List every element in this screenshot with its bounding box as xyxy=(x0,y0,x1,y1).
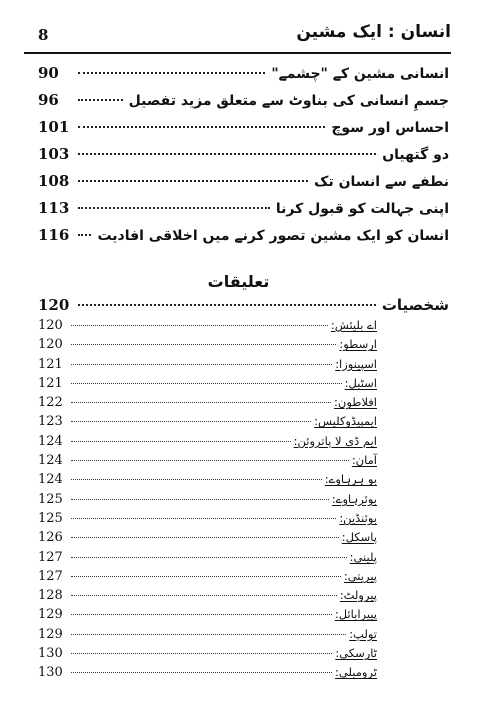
dot-leader xyxy=(71,325,328,326)
entry-row xyxy=(38,395,377,414)
toc-entry-title: اسٹبل: xyxy=(344,375,377,390)
entry-row xyxy=(38,569,377,588)
toc-page-number: 127 xyxy=(38,568,63,584)
toc-entry-title: اسپینوزا: xyxy=(335,356,377,371)
toc-page-number: 122 xyxy=(38,395,63,411)
toc-entry-title: انسان کو ایک مشین تصور کرنے میں اخلاقی افادیت xyxy=(97,228,449,244)
toc-page-number: 120 xyxy=(38,318,63,333)
toc-page-number: 125 xyxy=(38,491,63,507)
toc-page-number: 103 xyxy=(38,145,70,163)
toc-entry-title: اے بلیئش: xyxy=(330,318,377,332)
toc-page-number: 121 xyxy=(38,356,63,372)
entry-row xyxy=(38,434,377,453)
dot-leader xyxy=(71,634,346,635)
toc-page-number: 126 xyxy=(38,530,63,546)
section-heading: تعلیقات xyxy=(207,272,270,291)
dot-leader xyxy=(78,153,376,155)
toc-page-number: 123 xyxy=(38,414,63,430)
toc-entry-title: پیرولٹ: xyxy=(339,588,377,603)
toc-entry-title: ٹارسکی: xyxy=(335,646,377,661)
toc-page-number: 113 xyxy=(38,199,70,217)
toc-page-number: 120 xyxy=(38,337,63,353)
toc-page-number: 130 xyxy=(38,665,63,681)
entry-row xyxy=(38,376,377,395)
toc-entry-title: بو ہرہاوے: xyxy=(324,472,377,487)
dot-leader xyxy=(71,653,332,654)
toc-page-number: 121 xyxy=(38,375,63,391)
toc-page-number: 125 xyxy=(38,510,63,526)
toc-entry-title: پاسکل: xyxy=(341,530,377,545)
dot-leader xyxy=(71,402,331,403)
entry-row xyxy=(38,357,377,376)
toc-page-number: 128 xyxy=(38,588,63,604)
toc-entry-title: ایمپیڈوکلیس: xyxy=(314,414,377,429)
dot-leader xyxy=(71,364,332,365)
dot-leader xyxy=(78,126,325,128)
toc-entry-title: اپنی جہالت کو قبول کرنا xyxy=(275,201,449,217)
toc-page-number: 108 xyxy=(38,172,70,190)
page-header xyxy=(24,16,451,54)
entry-row xyxy=(38,318,377,337)
toc-page-number: 120 xyxy=(38,296,70,314)
toc-subsection-title: شخصیات xyxy=(381,296,449,314)
toc-entry-title: انسانی مشین کے "چشمے" xyxy=(271,66,449,82)
dot-leader xyxy=(71,441,291,442)
toc-page-number: 129 xyxy=(38,607,63,623)
entry-row xyxy=(38,627,377,646)
toc-entry-title: بوئنڈین: xyxy=(339,510,377,525)
dot-leader xyxy=(71,344,336,345)
toc-page-number: 124 xyxy=(38,433,63,449)
dot-leader xyxy=(71,595,337,596)
entry-row xyxy=(38,550,377,569)
toc-entry-title: افلاطون: xyxy=(334,395,377,410)
toc-row xyxy=(38,145,449,172)
dot-leader xyxy=(71,499,329,500)
entry-row xyxy=(38,646,377,665)
toc-page-number: 129 xyxy=(38,626,63,642)
toc-row xyxy=(38,199,449,226)
toc-entry-title: تولپ: xyxy=(349,626,377,641)
toc-row xyxy=(38,172,449,199)
toc-entry-title: نطفے سے انسان تک xyxy=(314,174,449,190)
toc-entry-title: پلینی: xyxy=(349,549,377,564)
toc-row xyxy=(38,118,449,145)
toc-entry-title: پیریتی: xyxy=(343,568,377,583)
toc-entry-title: ٹرومبلی: xyxy=(335,665,377,680)
dot-leader xyxy=(78,99,123,101)
toc-entry-title: دو گتھیاں xyxy=(382,147,449,163)
entry-row xyxy=(38,337,377,356)
dot-leader xyxy=(71,479,322,480)
dot-leader xyxy=(71,672,332,673)
dot-leader xyxy=(71,421,311,422)
toc-row xyxy=(38,226,449,253)
dot-leader xyxy=(78,180,308,182)
entry-row xyxy=(38,414,377,433)
toc-row xyxy=(38,64,449,91)
dot-leader xyxy=(78,72,265,74)
dot-leader xyxy=(78,207,270,209)
entry-row xyxy=(38,665,377,684)
toc-page-number: 127 xyxy=(38,549,63,565)
toc-page-number: 90 xyxy=(38,64,59,82)
dot-leader xyxy=(78,304,376,306)
page-number: 8 xyxy=(38,26,49,44)
dot-leader xyxy=(71,383,342,384)
toc-entry-title: ارسطو: xyxy=(339,337,377,352)
toc-entry-title: بوئرہاوے: xyxy=(331,491,377,506)
dot-leader xyxy=(71,557,347,558)
entry-row xyxy=(38,453,377,472)
entry-list xyxy=(38,318,377,685)
toc-page-number: 124 xyxy=(38,453,63,469)
table-of-contents xyxy=(38,64,449,253)
toc-entry-title: جسمِ انسانی کی بناوٹ سے متعلق مزید تفصیل xyxy=(128,93,449,109)
entry-row xyxy=(38,607,377,626)
toc-page-number: 116 xyxy=(38,226,70,244)
toc-page-number: 124 xyxy=(38,472,63,488)
toc-page-number: 130 xyxy=(38,646,63,662)
toc-page-number: 101 xyxy=(38,118,70,136)
toc-subsection-row xyxy=(38,296,449,318)
toc-entry-title: آمان: xyxy=(351,453,377,468)
toc-page-number: 96 xyxy=(38,91,59,109)
entry-row xyxy=(38,492,377,511)
toc-entry-title: احساس اور سوچ xyxy=(331,120,449,136)
toc-row xyxy=(38,91,449,118)
entry-row xyxy=(38,472,377,491)
dot-leader xyxy=(71,614,332,615)
entry-row xyxy=(38,588,377,607)
dot-leader xyxy=(78,234,91,236)
toc-entry-title: پییرابائل: xyxy=(334,607,377,622)
entry-row xyxy=(38,530,377,549)
toc-entry-title: ایم ڈی لا پاتروئن: xyxy=(293,433,377,448)
running-title: انسان : ایک مشین xyxy=(296,22,451,42)
dot-leader xyxy=(71,460,349,461)
dot-leader xyxy=(71,537,339,538)
entry-row xyxy=(38,511,377,530)
dot-leader xyxy=(71,518,336,519)
dot-leader xyxy=(71,576,341,577)
